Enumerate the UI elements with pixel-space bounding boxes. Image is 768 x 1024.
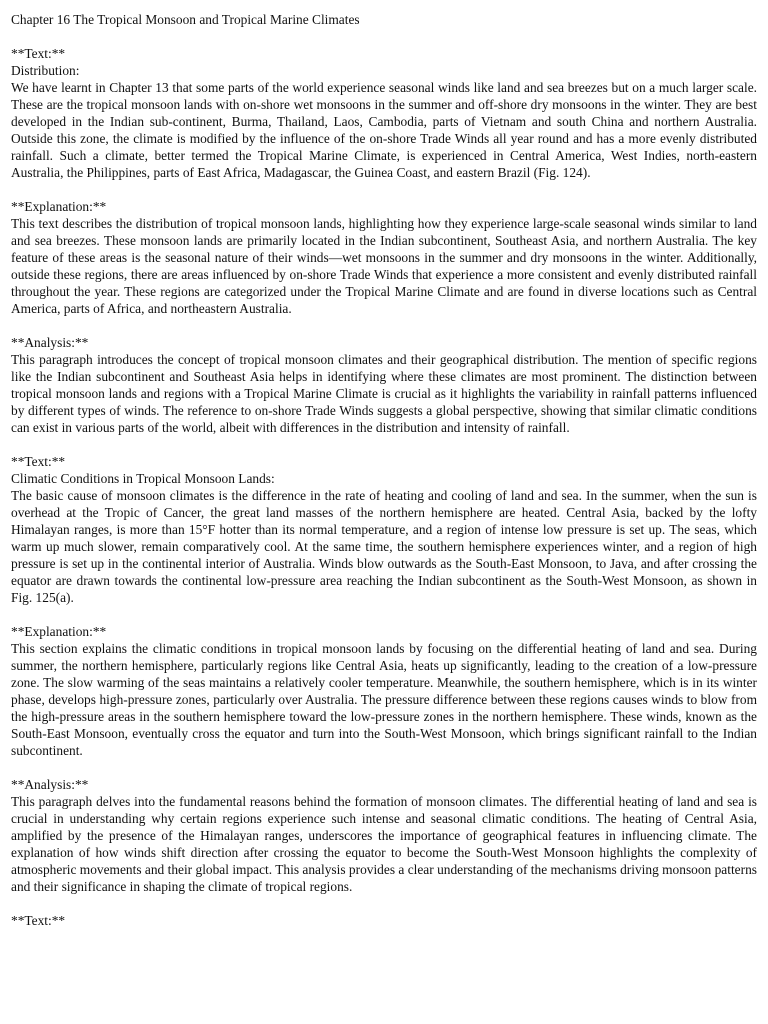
analysis-section-distribution (11, 334, 757, 436)
section-label: **Explanation:** (11, 199, 107, 214)
section-body: We have learnt in Chapter 13 that some parts of the world experience seasonal winds like land and sea breezes but on a much larger scale. These are the tropical monsoon lands with on-shore wet monsoons in the summer and off-shore dry monsoons in the winter. They are best developed in the Indian sub-continent, Burma, Thailand, Laos, Cambodia, parts of Vietnam and south China and northern Australia. Outside this zone, the climate is modified by the influence of the on-shore Trade Winds all year round and has a more evenly distributed rainfall. Such a climate, better termed the Tropical Marine Climate, is experienced in Central America, West Indies, north-eastern Australia, the Philippines, parts of East Africa, Madagascar, the Guinea Coast, and eastern Brazil (Fig. 124). (11, 80, 757, 180)
section-body: The basic cause of monsoon climates is the difference in the rate of heating and cooling of land and sea. In the summer, when the sun is overhead at the Tropic of Cancer, the great land masses of the northern hemisphere are heated. Central Asia, backed by the lofty Himalayan ranges, is more than 15°F hotter than its normal temperature, and a region of intense low pressure is set up. The seas, which warm up much slower, remain comparatively cool. At the same time, the southern hemisphere experiences winter, and a region of high pressure is set up in the continental interior of Australia. Winds blow outwards as the South-East Monsoon, to Java, and after crossing the equator are drawn towards the continental low-pressure area reaching the Indian subcontinent as the South-West Monsoon, as shown in Fig. 125(a). (11, 488, 757, 605)
section-label: **Text:** (11, 46, 66, 61)
analysis-section-climatic-conditions (11, 776, 757, 895)
section-label: **Analysis:** (11, 777, 89, 792)
text-section-climatic-conditions (11, 453, 757, 606)
section-label: **Explanation:** (11, 624, 107, 639)
text-section-distribution (11, 45, 757, 181)
section-body: This text describes the distribution of tropical monsoon lands, highlighting how they experience large-scale seasonal winds similar to land and sea breezes. These monsoon lands are primarily located in the Indian subcontinent, Southeast Asia, and northern Australia. The key feature of these areas is the seasonal nature of their winds—wet monsoons in the summer and dry monsoons in the winter. Additionally, outside these regions, there are areas influenced by on-shore Trade Winds that experience a more consistent and evenly distributed rainfall throughout the year. These regions are categorized under the Tropical Marine Climate and are found in diverse locations such as Central America, parts of Africa, and northeastern Australia. (11, 216, 757, 316)
text-section-next (11, 912, 757, 929)
chapter-title: Chapter 16 The Tropical Monsoon and Tropical Marine Climates (11, 12, 360, 27)
section-body: This paragraph delves into the fundamental reasons behind the formation of monsoon climates. The differential heating of land and sea is crucial in understanding why certain regions experience such intense and seasonal climatic conditions. The heating of Central Asia, amplified by the presence of the Himalayan ranges, underscores the importance of geographical features in influencing climate. The explanation of how winds shift direction after crossing the equator to become the South-West Monsoon highlights the complexity of atmospheric movements and their global impact. This analysis provides a clear understanding of the mechanisms driving monsoon patterns and their significance in shaping the climate of tropical regions. (11, 794, 757, 894)
section-label: **Text:** (11, 454, 66, 469)
explanation-section-distribution (11, 198, 757, 317)
section-subtitle: Climatic Conditions in Tropical Monsoon Lands: (11, 471, 275, 486)
section-body: This section explains the climatic conditions in tropical monsoon lands by focusing on the differential heating of land and sea. During summer, the northern hemisphere, particularly regions like Central Asia, heats up significantly, leading to the creation of a low-pressure zone. The slow warming of the seas maintains a relatively cooler temperature. Meanwhile, the southern hemisphere, which is in its winter phase, develops high-pressure zones, particularly over Australia. The pressure difference between these regions causes winds to blow from the high-pressure areas in the southern hemisphere toward the low-pressure zones in the northern hemisphere. These winds, known as the South-East Monsoon, eventually cross the equator and turn into the South-West Monsoon, which brings significant rainfall to the Indian subcontinent. (11, 641, 757, 758)
section-label: **Text:** (11, 913, 66, 928)
section-label: **Analysis:** (11, 335, 89, 350)
section-body: This paragraph introduces the concept of tropical monsoon climates and their geographical distribution. The mention of specific regions like the Indian subcontinent and Southeast Asia helps in identifying where these climates are most prominent. The distinction between tropical monsoon lands and regions with a Tropical Marine Climate is crucial as it highlights the variability in rainfall patterns influenced by different types of winds. The reference to on-shore Trade Winds suggests a global perspective, showing that similar climatic conditions can exist in various parts of the world, albeit with differences in the distribution and intensity of rainfall. (11, 352, 757, 435)
section-subtitle: Distribution: (11, 63, 80, 78)
explanation-section-climatic-conditions (11, 623, 757, 759)
